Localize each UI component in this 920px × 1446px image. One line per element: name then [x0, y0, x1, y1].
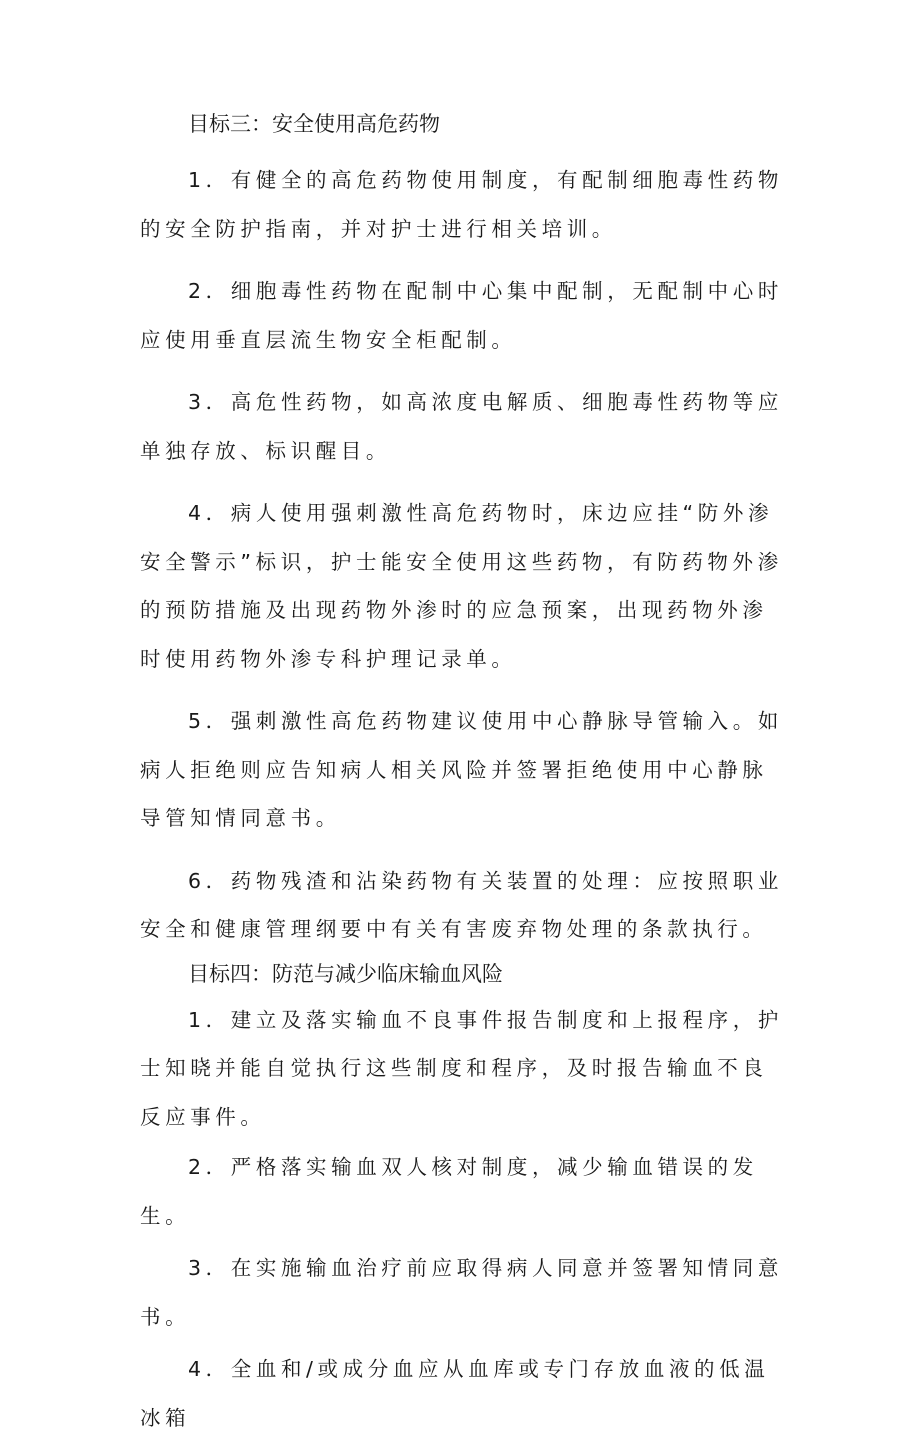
- section4-item-3: 3．在实施输血治疗前应取得病人同意并签署知情同意书。: [140, 1256, 783, 1329]
- section3-heading: 目标三：安全使用高危药物: [188, 112, 440, 136]
- section3-item-6: 6．药物残渣和沾染药物有关装置的处理：应按照职业安全和健康管理纲要中有关有害废弃物处理的条款执行。: [140, 868, 783, 941]
- section4-item-1: 1．建立及落实输血不良事件报告制度和上报程序，护士知晓并能自觉执行这些制度和程序，及时报告输血不良反应事件。: [140, 1007, 783, 1129]
- section4-item-2: 2．严格落实输血双人核对制度，减少输血错误的发生。: [140, 1155, 758, 1228]
- document-page: [140, 108, 790, 1446]
- section4-heading: 目标四：防范与减少临床输血风险: [188, 961, 503, 986]
- section3-item-3: 3．高危性药物，如高浓度电解质、细胞毒性药物等应单独存放、标识醒目。: [140, 390, 783, 463]
- section3-item-2: 2．细胞毒性药物在配制中心集中配制，无配制中心时应使用垂直层流生物安全柜配制。: [140, 279, 783, 352]
- section3-item-4: 4．病人使用强刺激性高危药物时，床边应挂“防外渗安全警示”标识，护士能安全使用这些药物，有防药物外渗的预防措施及出现药物外渗时的应急预案，出现药物外渗时使用药物外渗专科护理记录单。: [140, 501, 783, 671]
- section3-item-5: 5．强刺激性高危药物建议使用中心静脉导管输入。如病人拒绝则应告知病人相关风险并签署拒绝使用中心静脉导管知情同意书。: [140, 709, 783, 830]
- section4-item-4: 4．全血和/或成分血应从血库或专门存放血液的低温冰箱: [140, 1357, 770, 1430]
- section3-item-1: 1．有健全的高危药物使用制度，有配制细胞毒性药物的安全防护指南，并对护士进行相关培训。: [140, 168, 783, 241]
